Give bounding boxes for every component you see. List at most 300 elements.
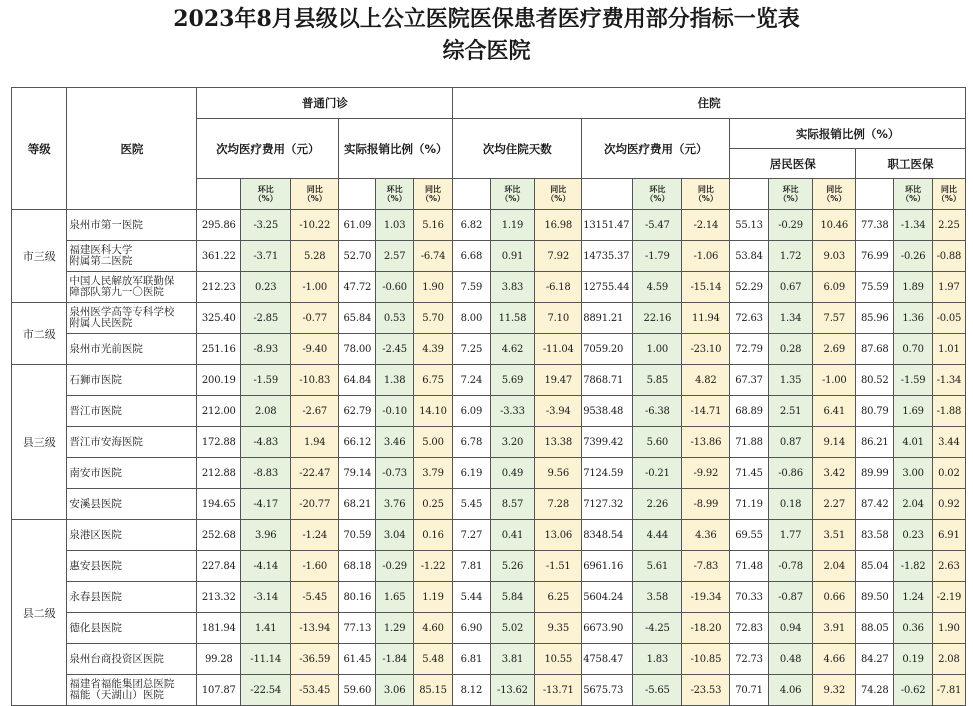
value-cell: 7.92: [535, 241, 582, 272]
value-cell: 181.94: [197, 613, 241, 644]
value-cell: 1.41: [241, 613, 291, 644]
value-cell: 3.83: [490, 272, 535, 303]
value-cell: 14735.37: [582, 241, 633, 272]
value-cell: 4.39: [413, 334, 452, 365]
value-cell: 0.67: [768, 272, 813, 303]
value-cell: 71.45: [730, 458, 768, 489]
value-cell: 7.57: [813, 303, 856, 334]
value-cell: -10.22: [291, 210, 339, 241]
value-cell: 5.60: [633, 427, 682, 458]
value-cell: -1.88: [932, 396, 965, 427]
value-cell: 13.38: [535, 427, 582, 458]
value-cell: 80.52: [856, 365, 894, 396]
value-cell: 0.94: [768, 613, 813, 644]
value-cell: -2.85: [241, 303, 291, 334]
value-cell: 4.66: [813, 644, 856, 675]
value-cell: -13.62: [490, 675, 535, 706]
value-cell: -0.29: [768, 210, 813, 241]
value-cell: 1.90: [932, 613, 965, 644]
value-cell: 4.36: [682, 520, 730, 551]
value-cell: 4.44: [633, 520, 682, 551]
value-cell: 80.79: [856, 396, 894, 427]
value-cell: 85.15: [413, 675, 452, 706]
level-cell: 县二级: [12, 520, 67, 706]
value-cell: 2.25: [932, 210, 965, 241]
value-cell: 1.01: [932, 334, 965, 365]
value-cell: 4.59: [633, 272, 682, 303]
value-cell: -8.93: [241, 334, 291, 365]
header-op-ratio-mom: 环比 （%）: [376, 179, 413, 210]
hospital-name-cell: [67, 551, 197, 582]
hospital-name-line: 惠安县医院: [69, 559, 122, 572]
value-cell: 1.19: [490, 210, 535, 241]
page-subtitle: 综合医院: [442, 38, 531, 64]
header-ip-cost-value: [582, 179, 633, 210]
header-ip-days: 次均住院天数: [453, 119, 582, 179]
value-cell: 3.76: [376, 489, 413, 520]
value-cell: -0.62: [894, 675, 932, 706]
value-cell: 85.96: [856, 303, 894, 334]
value-cell: 213.32: [197, 582, 241, 613]
value-cell: 5.84: [490, 582, 535, 613]
value-cell: -1.60: [291, 551, 339, 582]
value-cell: 64.84: [339, 365, 376, 396]
hospital-name-cell: [67, 582, 197, 613]
value-cell: 71.88: [730, 427, 768, 458]
value-cell: 172.88: [197, 427, 241, 458]
table-row: [12, 210, 966, 241]
value-cell: -0.10: [376, 396, 413, 427]
value-cell: 3.20: [490, 427, 535, 458]
value-cell: 6.81: [453, 644, 490, 675]
value-cell: -5.47: [633, 210, 682, 241]
value-cell: -6.38: [633, 396, 682, 427]
value-cell: 85.04: [856, 551, 894, 582]
value-cell: -0.21: [633, 458, 682, 489]
hospital-name-line: 福建医科大学: [69, 244, 133, 256]
value-cell: 1.29: [376, 613, 413, 644]
value-cell: 5.69: [490, 365, 535, 396]
value-cell: 5.48: [413, 644, 452, 675]
value-cell: -1.84: [376, 644, 413, 675]
value-cell: 3.44: [932, 427, 965, 458]
value-cell: 3.06: [376, 675, 413, 706]
value-cell: -15.14: [682, 272, 730, 303]
value-cell: 5.85: [633, 365, 682, 396]
value-cell: -19.34: [682, 582, 730, 613]
header-op-cost-value: [197, 179, 241, 210]
value-cell: 67.37: [730, 365, 768, 396]
value-cell: 0.36: [894, 613, 932, 644]
value-cell: 227.84: [197, 551, 241, 582]
header-ip-days-mom: 环比 （%）: [490, 179, 535, 210]
value-cell: 0.28: [768, 334, 813, 365]
value-cell: -18.20: [682, 613, 730, 644]
hospital-name-line: 福建省福能集团总医院: [69, 678, 175, 690]
value-cell: 3.91: [813, 613, 856, 644]
value-cell: 19.47: [535, 365, 582, 396]
value-cell: 107.87: [197, 675, 241, 706]
value-cell: -8.83: [241, 458, 291, 489]
value-cell: -10.85: [682, 644, 730, 675]
hospital-name-cell: [67, 241, 197, 272]
value-cell: 3.81: [490, 644, 535, 675]
value-cell: 61.45: [339, 644, 376, 675]
value-cell: -36.59: [291, 644, 339, 675]
hospital-name-cell: [67, 334, 197, 365]
hospital-name-cell: [67, 520, 197, 551]
value-cell: 16.98: [535, 210, 582, 241]
value-cell: 361.22: [197, 241, 241, 272]
value-cell: 87.68: [856, 334, 894, 365]
value-cell: 3.79: [413, 458, 452, 489]
hospital-name-line: 永春县医院: [69, 590, 122, 603]
value-cell: -4.17: [241, 489, 291, 520]
value-cell: 3.58: [633, 582, 682, 613]
value-cell: 7.25: [453, 334, 490, 365]
value-cell: -13.94: [291, 613, 339, 644]
header-inpatient: 住院: [453, 88, 966, 119]
header-op-ratio: 实际报销比例（%）: [339, 119, 453, 179]
value-cell: -53.45: [291, 675, 339, 706]
value-cell: 11.94: [682, 303, 730, 334]
value-cell: 0.41: [490, 520, 535, 551]
hospital-name-cell: [67, 675, 197, 706]
value-cell: 2.69: [813, 334, 856, 365]
value-cell: 9.03: [813, 241, 856, 272]
value-cell: 8.00: [453, 303, 490, 334]
value-cell: 62.79: [339, 396, 376, 427]
value-cell: 78.00: [339, 334, 376, 365]
value-cell: -1.00: [813, 365, 856, 396]
value-cell: 194.65: [197, 489, 241, 520]
hospital-name-line: 中国人民解放军联勤保: [69, 275, 175, 287]
hospital-name-line: 泉港区医院: [69, 528, 122, 541]
value-cell: -0.26: [894, 241, 932, 272]
value-cell: 74.28: [856, 675, 894, 706]
value-cell: 5.00: [413, 427, 452, 458]
value-cell: 10.55: [535, 644, 582, 675]
value-cell: 325.40: [197, 303, 241, 334]
value-cell: 52.70: [339, 241, 376, 272]
value-cell: 65.84: [339, 303, 376, 334]
value-cell: 2.08: [241, 396, 291, 427]
value-cell: 2.27: [813, 489, 856, 520]
value-cell: 3.51: [813, 520, 856, 551]
value-cell: 1.94: [291, 427, 339, 458]
level-cell: 县三级: [12, 365, 67, 520]
hospital-name-cell: [67, 489, 197, 520]
header-ip-days-yoy: 同比 （%）: [535, 179, 582, 210]
value-cell: 8891.21: [582, 303, 633, 334]
value-cell: -5.45: [291, 582, 339, 613]
value-cell: 251.16: [197, 334, 241, 365]
value-cell: 212.00: [197, 396, 241, 427]
value-cell: -23.53: [682, 675, 730, 706]
header-ip-cost-yoy: 同比 （%）: [682, 179, 730, 210]
table-row: [12, 303, 966, 334]
value-cell: 84.27: [856, 644, 894, 675]
hospital-name-cell: [67, 365, 197, 396]
value-cell: -7.81: [932, 675, 965, 706]
value-cell: 2.63: [932, 551, 965, 582]
table-row: [12, 520, 966, 551]
value-cell: 5675.73: [582, 675, 633, 706]
value-cell: 3.00: [894, 458, 932, 489]
value-cell: 55.13: [730, 210, 768, 241]
hospital-name-cell: [67, 458, 197, 489]
header-op-ratio-yoy: 同比 （%）: [413, 179, 452, 210]
value-cell: 252.68: [197, 520, 241, 551]
value-cell: 47.72: [339, 272, 376, 303]
value-cell: 0.25: [413, 489, 452, 520]
table-row: [12, 644, 966, 675]
hospital-name-line: 附属第二医院: [69, 255, 133, 267]
value-cell: 9.14: [813, 427, 856, 458]
value-cell: 0.18: [768, 489, 813, 520]
value-cell: -22.54: [241, 675, 291, 706]
value-cell: 1.72: [768, 241, 813, 272]
value-cell: 71.48: [730, 551, 768, 582]
value-cell: -1.59: [241, 365, 291, 396]
value-cell: 6.09: [813, 272, 856, 303]
hospital-name-line: 泉州市光前医院: [69, 342, 143, 355]
value-cell: 4.06: [768, 675, 813, 706]
value-cell: -20.77: [291, 489, 339, 520]
value-cell: 75.59: [856, 272, 894, 303]
table-row: [12, 334, 966, 365]
value-cell: 13151.47: [582, 210, 633, 241]
value-cell: 212.23: [197, 272, 241, 303]
value-cell: 212.88: [197, 458, 241, 489]
value-cell: -11.04: [535, 334, 582, 365]
value-cell: 7059.20: [582, 334, 633, 365]
value-cell: 77.38: [856, 210, 894, 241]
value-cell: -4.14: [241, 551, 291, 582]
value-cell: 7.10: [535, 303, 582, 334]
value-cell: 1.00: [633, 334, 682, 365]
table-row: [12, 396, 966, 427]
value-cell: -0.29: [376, 551, 413, 582]
value-cell: -3.14: [241, 582, 291, 613]
value-cell: -1.59: [894, 365, 932, 396]
value-cell: -10.83: [291, 365, 339, 396]
table-row: [12, 489, 966, 520]
value-cell: -0.05: [932, 303, 965, 334]
value-cell: 4758.47: [582, 644, 633, 675]
value-cell: 5.26: [490, 551, 535, 582]
value-cell: 87.42: [856, 489, 894, 520]
value-cell: 69.55: [730, 520, 768, 551]
value-cell: 5.02: [490, 613, 535, 644]
value-cell: 200.19: [197, 365, 241, 396]
value-cell: 6.41: [813, 396, 856, 427]
hospital-name-line: 泉州市第一医院: [69, 218, 143, 231]
value-cell: 6673.90: [582, 613, 633, 644]
value-cell: 0.87: [768, 427, 813, 458]
value-cell: 72.79: [730, 334, 768, 365]
value-cell: 70.59: [339, 520, 376, 551]
table-row: [12, 458, 966, 489]
header-op-cost-mom: 环比 （%）: [241, 179, 291, 210]
value-cell: 2.51: [768, 396, 813, 427]
value-cell: 66.12: [339, 427, 376, 458]
header-outpatient: 普通门诊: [197, 88, 453, 119]
hospital-name-line: 安溪县医院: [69, 497, 122, 510]
value-cell: 0.23: [894, 520, 932, 551]
value-cell: 1.77: [768, 520, 813, 551]
value-cell: -4.83: [241, 427, 291, 458]
value-cell: -8.99: [682, 489, 730, 520]
hospital-name-line: 泉州医学高等专科学校: [69, 306, 175, 318]
value-cell: 7868.71: [582, 365, 633, 396]
value-cell: 99.28: [197, 644, 241, 675]
value-cell: 1.69: [894, 396, 932, 427]
level-cell: 市二级: [12, 303, 67, 365]
hospital-name-line: 泉州台商投资区医院: [69, 652, 164, 665]
value-cell: 9.35: [535, 613, 582, 644]
value-cell: -13.71: [535, 675, 582, 706]
value-cell: 2.04: [813, 551, 856, 582]
value-cell: 70.71: [730, 675, 768, 706]
hospital-name-cell: [67, 396, 197, 427]
hospital-name-cell: [67, 210, 197, 241]
value-cell: 8348.54: [582, 520, 633, 551]
value-cell: 6.91: [932, 520, 965, 551]
value-cell: 0.91: [490, 241, 535, 272]
value-cell: -2.19: [932, 582, 965, 613]
table-row: [12, 272, 966, 303]
value-cell: 5.45: [453, 489, 490, 520]
value-cell: -14.71: [682, 396, 730, 427]
value-cell: -1.24: [291, 520, 339, 551]
value-cell: 7.27: [453, 520, 490, 551]
value-cell: 72.73: [730, 644, 768, 675]
value-cell: -1.79: [633, 241, 682, 272]
hospital-name-cell: [67, 613, 197, 644]
value-cell: 80.16: [339, 582, 376, 613]
value-cell: 1.97: [932, 272, 965, 303]
value-cell: 0.02: [932, 458, 965, 489]
value-cell: 4.60: [413, 613, 452, 644]
value-cell: -3.33: [490, 396, 535, 427]
header-level: 等级: [12, 88, 67, 210]
value-cell: 1.38: [376, 365, 413, 396]
header-resident: 居民医保: [730, 149, 856, 179]
value-cell: 6961.16: [582, 551, 633, 582]
header-ip-cost-mom: 环比 （%）: [633, 179, 682, 210]
hospital-name-line: 障部队第九一〇医院: [69, 286, 164, 298]
value-cell: 0.19: [894, 644, 932, 675]
header-ip-days-value: [453, 179, 490, 210]
hospital-name-line: 福能（天湖山）医院: [69, 689, 164, 701]
header-ip-ratio: 实际报销比例（%）: [730, 119, 966, 149]
value-cell: 9.32: [813, 675, 856, 706]
value-cell: 2.04: [894, 489, 932, 520]
value-cell: -1.22: [413, 551, 452, 582]
value-cell: 3.46: [376, 427, 413, 458]
value-cell: 0.23: [241, 272, 291, 303]
value-cell: -2.45: [376, 334, 413, 365]
value-cell: 7399.42: [582, 427, 633, 458]
value-cell: -11.14: [241, 644, 291, 675]
value-cell: -1.06: [682, 241, 730, 272]
value-cell: 1.83: [633, 644, 682, 675]
value-cell: 9.56: [535, 458, 582, 489]
value-cell: 295.86: [197, 210, 241, 241]
value-cell: 53.84: [730, 241, 768, 272]
hospital-name-line: 南安市医院: [69, 466, 122, 479]
value-cell: 1.36: [894, 303, 932, 334]
value-cell: 7.24: [453, 365, 490, 396]
value-cell: 88.05: [856, 613, 894, 644]
value-cell: 3.42: [813, 458, 856, 489]
value-cell: 0.48: [768, 644, 813, 675]
value-cell: 52.29: [730, 272, 768, 303]
hospital-name-line: 德化县医院: [69, 621, 122, 634]
value-cell: 8.12: [453, 675, 490, 706]
header-employee-mom: 环比 （%）: [894, 179, 932, 210]
value-cell: 79.14: [339, 458, 376, 489]
value-cell: 11.58: [490, 303, 535, 334]
value-cell: 6.90: [453, 613, 490, 644]
value-cell: 72.83: [730, 613, 768, 644]
header-op-cost: 次均医疗费用（元）: [197, 119, 339, 179]
value-cell: -0.73: [376, 458, 413, 489]
hospital-name-line: 晋江市安海医院: [69, 435, 143, 448]
value-cell: -6.74: [413, 241, 452, 272]
value-cell: 22.16: [633, 303, 682, 334]
value-cell: 6.09: [453, 396, 490, 427]
header-op-ratio-value: [339, 179, 376, 210]
value-cell: 1.35: [768, 365, 813, 396]
value-cell: 0.49: [490, 458, 535, 489]
value-cell: -1.34: [932, 365, 965, 396]
table-row: [12, 582, 966, 613]
value-cell: 68.18: [339, 551, 376, 582]
value-cell: 7.28: [535, 489, 582, 520]
value-cell: 12755.44: [582, 272, 633, 303]
value-cell: 6.68: [453, 241, 490, 272]
value-cell: 4.82: [682, 365, 730, 396]
value-cell: 71.19: [730, 489, 768, 520]
table-row: [12, 365, 966, 396]
value-cell: 86.21: [856, 427, 894, 458]
value-cell: 77.13: [339, 613, 376, 644]
value-cell: 5.16: [413, 210, 452, 241]
value-cell: -1.51: [535, 551, 582, 582]
value-cell: 2.26: [633, 489, 682, 520]
hospital-name-cell: [67, 303, 197, 334]
table-row: [12, 613, 966, 644]
indicator-table: [11, 87, 966, 706]
header-employee-yoy: 同比 （%）: [932, 179, 965, 210]
header-ip-cost: 次均医疗费用（元）: [582, 119, 730, 179]
value-cell: -2.14: [682, 210, 730, 241]
table-row: [12, 427, 966, 458]
value-cell: 0.92: [932, 489, 965, 520]
hospital-name-cell: [67, 427, 197, 458]
header-employee: 职工医保: [856, 149, 966, 179]
value-cell: 6.19: [453, 458, 490, 489]
value-cell: 6.78: [453, 427, 490, 458]
value-cell: 6.82: [453, 210, 490, 241]
page-title: 2023年8月县级以上公立医院医保患者医疗费用部分指标一览表: [173, 6, 800, 32]
value-cell: 76.99: [856, 241, 894, 272]
value-cell: -2.67: [291, 396, 339, 427]
value-cell: 10.46: [813, 210, 856, 241]
value-cell: 1.19: [413, 582, 452, 613]
